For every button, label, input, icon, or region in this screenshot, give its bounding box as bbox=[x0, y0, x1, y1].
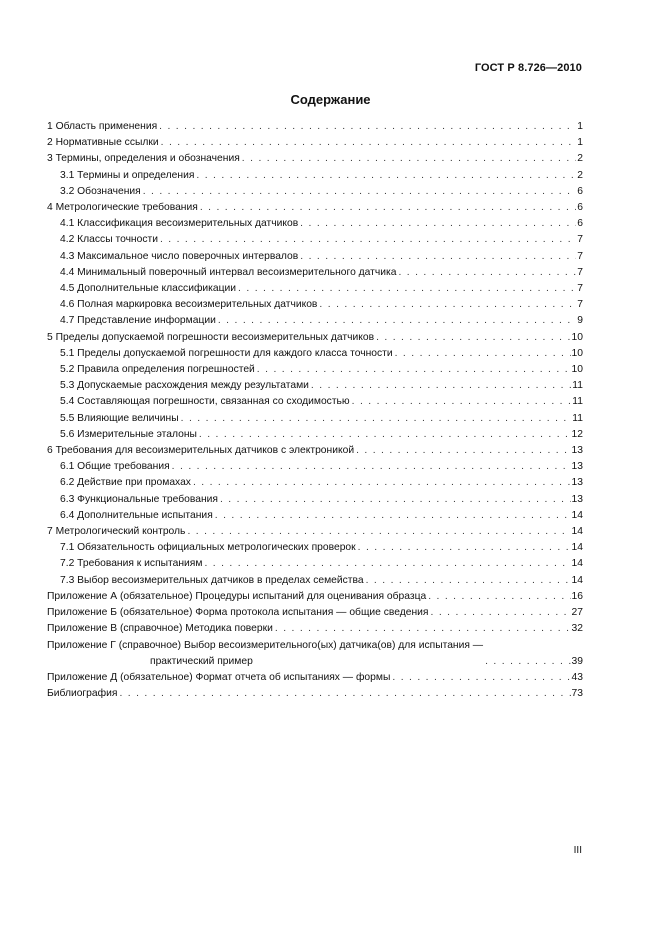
toc-entry-title: 5.3 Допускаемые расхождения между результатами bbox=[60, 380, 309, 392]
toc-leader-dots bbox=[352, 394, 572, 410]
toc-page-number: 11 bbox=[572, 380, 583, 392]
toc-page-number: 39 bbox=[571, 655, 583, 667]
toc-page-number: 11 bbox=[572, 412, 583, 424]
toc-entry-title: 6.1 Общие требования bbox=[60, 461, 170, 473]
toc-entry-label bbox=[47, 200, 198, 216]
toc-page-number: 7 bbox=[577, 250, 583, 262]
toc-entry[interactable] bbox=[47, 459, 583, 475]
toc-entry-title: Приложение Д (обязательное) Формат отчета об испытаниях — формы bbox=[47, 671, 391, 683]
toc-leader-dots bbox=[193, 475, 571, 491]
toc-page-number: 14 bbox=[571, 526, 583, 538]
toc-entry-title: 4.6 Полная маркировка весоизмерительных датчиков bbox=[60, 299, 318, 311]
toc-page-number: 12 bbox=[571, 428, 583, 440]
toc-entry[interactable] bbox=[47, 184, 583, 200]
toc-entry-label bbox=[47, 605, 429, 621]
toc-entry-label bbox=[47, 670, 390, 686]
toc-entry[interactable] bbox=[47, 556, 583, 572]
toc-entry-label bbox=[60, 232, 158, 248]
toc-entry-title: 5 Пределы допускаемой погрешности весоизмерительных датчиков bbox=[47, 331, 375, 343]
toc-entry[interactable] bbox=[47, 427, 583, 443]
toc-leader-dots bbox=[356, 443, 570, 459]
toc-entry-label bbox=[60, 492, 218, 508]
toc-leader-dots bbox=[187, 524, 570, 540]
toc-page-number: 1 bbox=[577, 121, 583, 132]
toc-page-number: 14 bbox=[571, 574, 583, 586]
toc-entry-title: 1 Область применения bbox=[47, 121, 158, 132]
toc-entry-label bbox=[60, 313, 216, 329]
toc-entry[interactable] bbox=[47, 492, 583, 508]
toc-entry-title: Приложение Г (справочное) Выбор весоизмерительного(ых) датчика(ов) для испытания — bbox=[47, 639, 484, 651]
toc-page-number: 7 bbox=[577, 299, 583, 311]
toc-leader-dots bbox=[300, 249, 576, 265]
toc-leader-dots bbox=[161, 135, 577, 151]
toc-entry[interactable] bbox=[47, 346, 583, 362]
toc-entry-label bbox=[60, 168, 194, 184]
toc-leader-dots bbox=[204, 556, 570, 572]
toc-entry-title: 2 Нормативные ссылки bbox=[47, 137, 159, 149]
toc-entry[interactable] bbox=[47, 216, 583, 232]
toc-entry-title: 4.3 Максимальное число поверочных интервалов bbox=[60, 250, 299, 262]
toc-entry[interactable] bbox=[47, 638, 583, 670]
toc-entry-title: 5.2 Правила определения погрешностей bbox=[60, 364, 255, 376]
toc-entry-label bbox=[60, 411, 179, 427]
toc-entry-label bbox=[60, 184, 141, 200]
toc-entry-label bbox=[47, 524, 185, 540]
toc-leader-dots bbox=[485, 654, 570, 670]
toc-entry[interactable] bbox=[47, 297, 583, 313]
toc-entry-title: 5.6 Измерительные эталоны bbox=[60, 428, 197, 440]
toc-page-number: 13 bbox=[571, 493, 583, 505]
toc-entry-label bbox=[60, 427, 197, 443]
toc-page-number: 10 bbox=[571, 331, 583, 343]
toc-entry-label bbox=[60, 297, 317, 313]
toc-entry-label bbox=[47, 621, 273, 637]
toc-entry-label bbox=[60, 346, 393, 362]
toc-entry-title: 4.1 Классификация весоизмерительных датчиков bbox=[60, 218, 299, 230]
toc-entry-title: 4.7 Представление информации bbox=[60, 315, 216, 327]
toc-entry-label bbox=[60, 540, 356, 556]
toc-entry[interactable] bbox=[47, 135, 583, 151]
toc-leader-dots bbox=[431, 605, 571, 621]
toc-entry[interactable] bbox=[47, 475, 583, 491]
toc-page-number: 2 bbox=[577, 153, 583, 165]
toc-entry[interactable] bbox=[47, 378, 583, 394]
toc-leader-dots bbox=[366, 573, 571, 589]
toc-entry[interactable] bbox=[47, 265, 583, 281]
toc-entry-label bbox=[60, 508, 213, 524]
toc-entry-title: 7.1 Обязательность официальных метрологических проверок bbox=[60, 542, 356, 554]
toc-page-number: 13 bbox=[571, 445, 583, 457]
toc-entry[interactable] bbox=[47, 151, 583, 167]
toc-entry-title: Приложение В (справочное) Методика поверки bbox=[47, 623, 273, 635]
toc-page-number: 13 bbox=[571, 461, 583, 473]
toc-entry[interactable] bbox=[47, 524, 583, 540]
toc-entry-title: 6.4 Дополнительные испытания bbox=[60, 509, 213, 521]
toc-entry-label bbox=[47, 151, 240, 167]
toc-leader-dots bbox=[215, 508, 571, 524]
toc-leader-dots bbox=[181, 411, 572, 427]
toc-entry[interactable] bbox=[47, 573, 583, 589]
toc-page-number: 9 bbox=[577, 315, 583, 327]
toc-entry-title: 7.3 Выбор весоизмерительных датчиков в пределах семейства bbox=[60, 574, 364, 586]
toc-page-number: 32 bbox=[571, 623, 583, 635]
toc-page-number: 14 bbox=[571, 509, 583, 521]
toc-entry[interactable] bbox=[47, 443, 583, 459]
toc-leader-dots bbox=[275, 621, 571, 637]
toc-entry[interactable] bbox=[47, 200, 583, 216]
toc-page-number: 6 bbox=[577, 218, 583, 230]
toc-leader-dots bbox=[392, 670, 570, 686]
toc-page-number: 14 bbox=[571, 542, 583, 554]
toc-entry-title: Приложение А (обязательное) Процедуры испытаний для оценивания образца bbox=[47, 590, 427, 602]
toc-entry[interactable] bbox=[47, 605, 583, 621]
toc-leader-dots bbox=[159, 119, 576, 135]
toc-entry[interactable] bbox=[47, 508, 583, 524]
toc-entry-label bbox=[47, 135, 159, 151]
toc-leader-dots bbox=[196, 168, 576, 184]
toc-entry[interactable] bbox=[47, 362, 583, 378]
toc-entry-label bbox=[60, 265, 396, 281]
toc-page-number: 16 bbox=[571, 590, 583, 602]
toc-page-number: 6 bbox=[577, 202, 583, 214]
toc-leader-dots bbox=[300, 216, 576, 232]
toc-entry-title: 4.5 Дополнительные классификации bbox=[60, 283, 237, 295]
toc-page-number: 10 bbox=[571, 364, 583, 376]
toc-page-number: 27 bbox=[571, 607, 583, 619]
document-header: ГОСТ Р 8.726—2010 bbox=[474, 62, 582, 74]
toc-entry-label bbox=[47, 119, 157, 135]
toc-entry[interactable] bbox=[47, 168, 583, 184]
toc-leader-dots bbox=[238, 281, 576, 297]
toc-entry-title: 4.4 Минимальный поверочный интервал весоизмерительного датчика bbox=[60, 266, 397, 278]
toc-entry[interactable] bbox=[47, 621, 583, 637]
toc-entry-label bbox=[47, 330, 374, 346]
toc-entry-title: 3 Термины, определения и обозначения bbox=[47, 153, 240, 165]
page-number: III bbox=[573, 845, 582, 856]
toc-entry-title: 7.2 Требования к испытаниям bbox=[60, 558, 203, 570]
toc-page-number: 43 bbox=[571, 671, 583, 683]
toc-entry-label bbox=[47, 638, 483, 670]
toc-entry-label bbox=[47, 686, 117, 702]
toc-leader-dots bbox=[200, 200, 576, 216]
toc-entry-title: 3.1 Термины и определения bbox=[60, 169, 195, 181]
toc-entry-title: Приложение Б (обязательное) Форма протокола испытания — общие сведения bbox=[47, 607, 429, 619]
toc-leader-dots bbox=[160, 232, 576, 248]
toc-leader-dots bbox=[257, 362, 571, 378]
toc-entry[interactable] bbox=[47, 411, 583, 427]
page-title: Содержание bbox=[290, 92, 371, 107]
toc-entry-label bbox=[60, 362, 255, 378]
toc-page-number: 14 bbox=[571, 558, 583, 570]
toc-entry-label bbox=[60, 216, 298, 232]
toc-entry-label bbox=[60, 394, 350, 410]
toc-page-number: 1 bbox=[577, 137, 583, 149]
toc-entry-title: 5.1 Пределы допускаемой погрешности для каждого класса точности bbox=[60, 347, 393, 359]
toc-page-number: 73 bbox=[571, 688, 583, 700]
toc-leader-dots bbox=[398, 265, 576, 281]
toc-leader-dots bbox=[220, 492, 571, 508]
toc-page-number: 7 bbox=[577, 234, 583, 246]
toc-entry[interactable] bbox=[47, 540, 583, 556]
toc-entry-title: 3.2 Обозначения bbox=[60, 185, 141, 197]
toc-leader-dots bbox=[218, 313, 576, 329]
toc-entry-title: 5.4 Составляющая погрешности, связанная со сходимостью bbox=[60, 396, 350, 408]
toc-entry[interactable] bbox=[47, 281, 583, 297]
toc-entry[interactable] bbox=[47, 249, 583, 265]
toc-entry[interactable] bbox=[47, 686, 583, 702]
toc-leader-dots bbox=[242, 151, 576, 167]
toc-page-number: 6 bbox=[577, 185, 583, 197]
toc-entry-title: 6 Требования для весоизмерительных датчиков с электроникой bbox=[47, 445, 355, 457]
toc-entry-title-continued: практический пример bbox=[150, 655, 253, 667]
toc-entry-label bbox=[60, 475, 191, 491]
toc-leader-dots bbox=[428, 589, 570, 605]
table-of-contents bbox=[47, 119, 583, 702]
toc-entry[interactable] bbox=[47, 330, 583, 346]
toc-entry[interactable] bbox=[47, 589, 583, 605]
toc-page-number: 11 bbox=[572, 396, 583, 408]
toc-leader-dots bbox=[172, 459, 571, 475]
toc-entry-title: 4 Метрологические требования bbox=[47, 202, 198, 214]
toc-entry-label bbox=[60, 249, 298, 265]
toc-leader-dots bbox=[395, 346, 571, 362]
toc-entry-label bbox=[60, 281, 236, 297]
toc-page-number: 7 bbox=[577, 283, 583, 295]
toc-page-number: 2 bbox=[577, 169, 583, 181]
toc-entry-title: Библиография bbox=[47, 688, 118, 700]
toc-leader-dots bbox=[358, 540, 571, 556]
toc-leader-dots bbox=[376, 330, 570, 346]
toc-leader-dots bbox=[143, 184, 577, 200]
toc-entry-label bbox=[60, 556, 202, 572]
toc-leader-dots bbox=[199, 427, 571, 443]
toc-entry-label bbox=[60, 378, 309, 394]
toc-entry[interactable] bbox=[47, 394, 583, 410]
toc-leader-dots bbox=[311, 378, 571, 394]
toc-entry-label bbox=[47, 589, 426, 605]
toc-page-number: 10 bbox=[571, 347, 583, 359]
toc-entry-label bbox=[60, 459, 170, 475]
toc-entry[interactable] bbox=[47, 670, 583, 686]
toc-leader-dots bbox=[119, 686, 570, 702]
toc-page-number: 13 bbox=[571, 477, 583, 489]
toc-entry-label bbox=[60, 573, 364, 589]
toc-entry-title: 7 Метрологический контроль bbox=[47, 526, 186, 538]
toc-page-number: 7 bbox=[577, 266, 583, 278]
toc-entry[interactable] bbox=[47, 313, 583, 329]
toc-entry-title: 6.2 Действие при промахах bbox=[60, 477, 191, 489]
toc-entry[interactable] bbox=[47, 119, 583, 135]
toc-entry[interactable] bbox=[47, 232, 583, 248]
toc-entry-title: 4.2 Классы точности bbox=[60, 234, 158, 246]
toc-entry-label bbox=[47, 443, 354, 459]
toc-entry-title: 6.3 Функциональные требования bbox=[60, 493, 218, 505]
toc-leader-dots bbox=[319, 297, 576, 313]
toc-entry-title: 5.5 Влияющие величины bbox=[60, 412, 179, 424]
